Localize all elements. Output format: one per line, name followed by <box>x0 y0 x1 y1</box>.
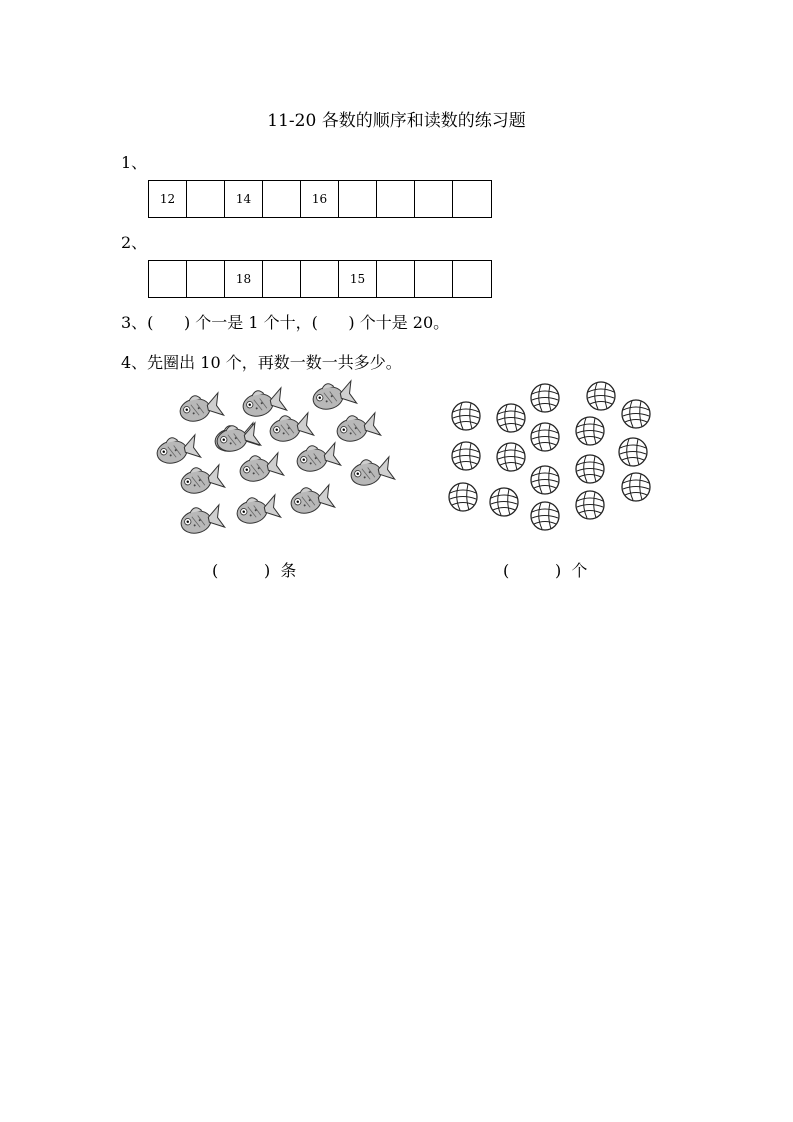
question-2-label: 2、 <box>121 233 148 252</box>
fish-icon[interactable] <box>154 433 200 466</box>
volleyball-icon[interactable] <box>449 483 477 511</box>
volleyball-icon[interactable] <box>619 438 647 466</box>
fish-icon[interactable] <box>237 451 283 484</box>
q1-cell[interactable]: 14 <box>225 181 263 217</box>
fish-group <box>154 379 394 536</box>
fish-icon[interactable] <box>178 503 224 536</box>
volleyball-icon[interactable] <box>622 473 650 501</box>
volleyball-icon[interactable] <box>576 455 604 483</box>
fish-icon[interactable] <box>348 455 394 488</box>
volleyball-icon[interactable] <box>576 417 604 445</box>
fish-icon[interactable] <box>234 493 280 526</box>
volleyball-icon[interactable] <box>576 491 604 519</box>
question-1-label: 1、 <box>121 153 148 172</box>
q1-cell[interactable]: 16 <box>301 181 339 217</box>
fish-icon[interactable] <box>214 421 260 454</box>
volleyball-icon[interactable] <box>531 502 559 530</box>
volleyball-icon[interactable] <box>622 400 650 428</box>
fish-icon[interactable] <box>267 411 313 444</box>
volleyball-icon[interactable] <box>497 404 525 432</box>
volleyball-icon[interactable] <box>587 382 615 410</box>
fish-answer[interactable]: ( ) 条 <box>212 561 297 580</box>
volleyball-icon[interactable] <box>452 402 480 430</box>
page-title: 11-20 各数的顺序和读数的练习题 <box>267 111 526 131</box>
fish-icon[interactable] <box>288 483 334 516</box>
q1-cell[interactable]: 12 <box>149 181 187 217</box>
ball-answer[interactable]: ( ) 个 <box>503 561 588 580</box>
volleyball-icon[interactable] <box>452 442 480 470</box>
q2-cell[interactable]: 18 <box>225 261 263 297</box>
fish-icon[interactable] <box>240 386 286 419</box>
fish-icon[interactable] <box>294 441 340 474</box>
fish-icon[interactable] <box>334 411 380 444</box>
fish-icon[interactable] <box>310 379 356 412</box>
q2-cell[interactable]: 15 <box>339 261 377 297</box>
fish-icon[interactable] <box>177 391 223 424</box>
question-4-text: 4、先圈出 10 个，再数一数一共多少。 <box>121 353 402 372</box>
question-3-text: 3、( ) 个一是 1 个十，( ) 个十是 20。 <box>121 313 450 332</box>
volleyball-group <box>449 382 650 530</box>
volleyball-icon[interactable] <box>531 384 559 412</box>
volleyball-icon[interactable] <box>531 423 559 451</box>
volleyball-icon[interactable] <box>531 466 559 494</box>
volleyball-icon[interactable] <box>490 488 518 516</box>
volleyball-icon[interactable] <box>497 443 525 471</box>
fish-icon[interactable] <box>178 463 224 496</box>
